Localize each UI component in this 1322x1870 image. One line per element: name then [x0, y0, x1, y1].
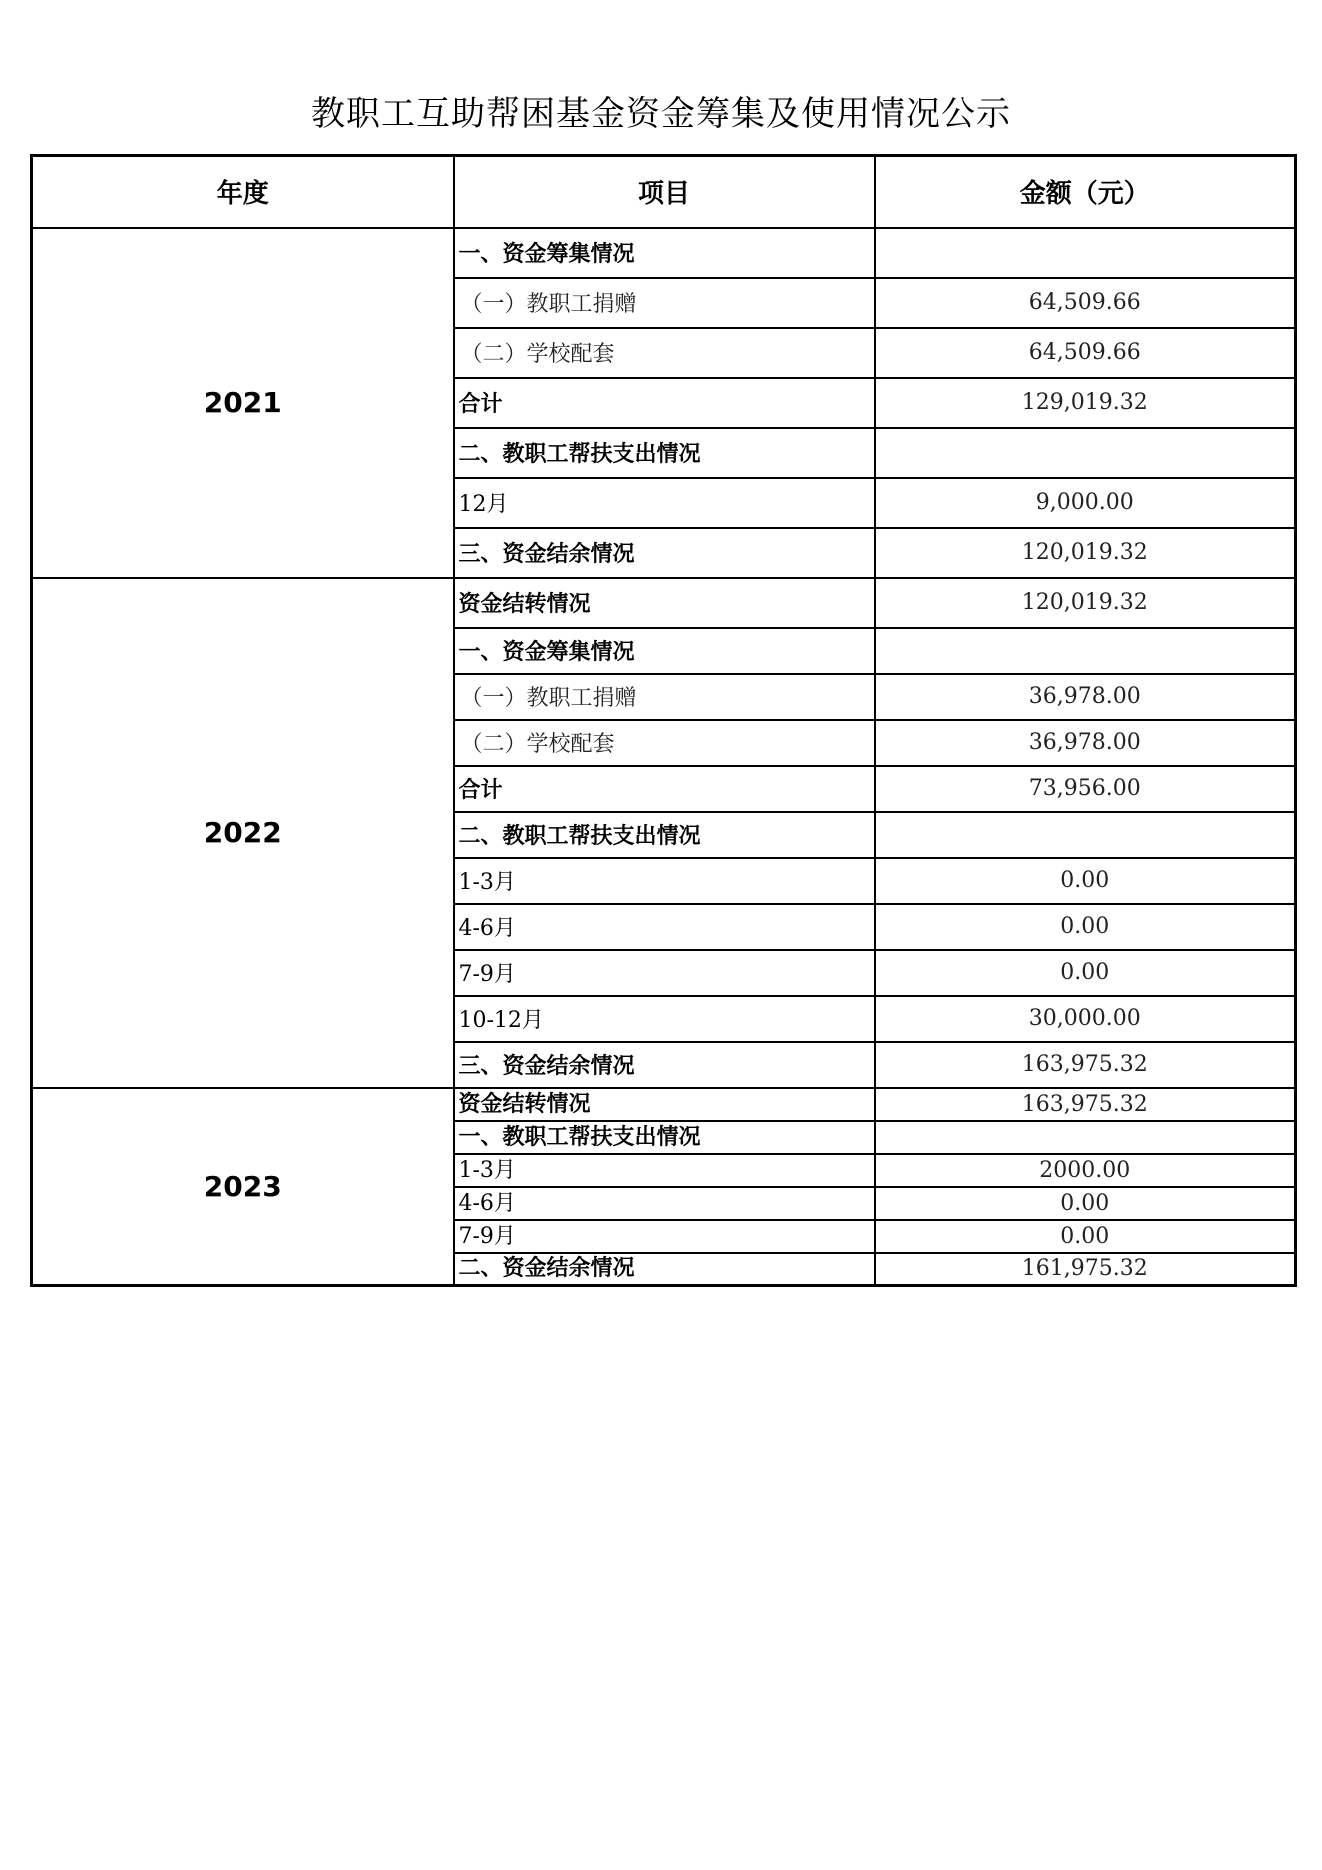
item-cell: 二、资金结余情况 [454, 1253, 875, 1286]
amount-cell [875, 228, 1296, 278]
item-cell: （二）学校配套 [454, 720, 875, 766]
year-cell-2023: 2023 [32, 1088, 454, 1286]
item-cell: 1-3月 [454, 858, 875, 904]
amount-cell: 0.00 [875, 1187, 1296, 1220]
amount-cell: 2000.00 [875, 1154, 1296, 1187]
page-title: 教职工互助帮困基金资金筹集及使用情况公示 [311, 94, 1011, 134]
amount-cell: 64,509.66 [875, 328, 1296, 378]
item-cell: 二、教职工帮扶支出情况 [454, 812, 875, 858]
amount-cell [875, 628, 1296, 674]
amount-cell: 129,019.32 [875, 378, 1296, 428]
year-cell-2022: 2022 [32, 578, 454, 1088]
item-cell: 4-6月 [454, 904, 875, 950]
item-cell: 一、资金筹集情况 [454, 228, 875, 278]
item-cell: （二）学校配套 [454, 328, 875, 378]
amount-cell [875, 1121, 1296, 1154]
item-cell: 7-9月 [454, 1220, 875, 1253]
item-cell: 12月 [454, 478, 875, 528]
item-cell: 三、资金结余情况 [454, 1042, 875, 1088]
header-row [32, 156, 1296, 228]
year-cell-2021: 2021 [32, 228, 454, 578]
item-cell: （一）教职工捐赠 [454, 674, 875, 720]
amount-cell: 161,975.32 [875, 1253, 1296, 1286]
item-cell: 一、资金筹集情况 [454, 628, 875, 674]
header-year: 年度 [32, 156, 454, 228]
amount-cell: 120,019.32 [875, 578, 1296, 628]
amount-cell: 73,956.00 [875, 766, 1296, 812]
table-row [32, 1088, 1296, 1121]
amount-cell: 120,019.32 [875, 528, 1296, 578]
item-cell: （一）教职工捐赠 [454, 278, 875, 328]
amount-cell: 0.00 [875, 858, 1296, 904]
amount-cell: 163,975.32 [875, 1088, 1296, 1121]
item-cell: 一、教职工帮扶支出情况 [454, 1121, 875, 1154]
amount-cell [875, 812, 1296, 858]
amount-cell: 163,975.32 [875, 1042, 1296, 1088]
table-row [32, 228, 1296, 278]
header-item: 项目 [454, 156, 875, 228]
amount-cell: 64,509.66 [875, 278, 1296, 328]
item-cell: 1-3月 [454, 1154, 875, 1187]
item-cell: 资金结转情况 [454, 1088, 875, 1121]
item-cell: 10-12月 [454, 996, 875, 1042]
amount-cell: 36,978.00 [875, 720, 1296, 766]
item-cell: 二、教职工帮扶支出情况 [454, 428, 875, 478]
amount-cell: 0.00 [875, 950, 1296, 996]
fund-table [30, 154, 1297, 1287]
header-amount: 金额（元） [875, 156, 1296, 228]
amount-cell: 9,000.00 [875, 478, 1296, 528]
item-cell: 合计 [454, 766, 875, 812]
item-cell: 三、资金结余情况 [454, 528, 875, 578]
amount-cell: 30,000.00 [875, 996, 1296, 1042]
item-cell: 资金结转情况 [454, 578, 875, 628]
amount-cell [875, 428, 1296, 478]
amount-cell: 0.00 [875, 904, 1296, 950]
amount-cell: 0.00 [875, 1220, 1296, 1253]
table-row [32, 578, 1296, 628]
amount-cell: 36,978.00 [875, 674, 1296, 720]
item-cell: 4-6月 [454, 1187, 875, 1220]
item-cell: 7-9月 [454, 950, 875, 996]
item-cell: 合计 [454, 378, 875, 428]
